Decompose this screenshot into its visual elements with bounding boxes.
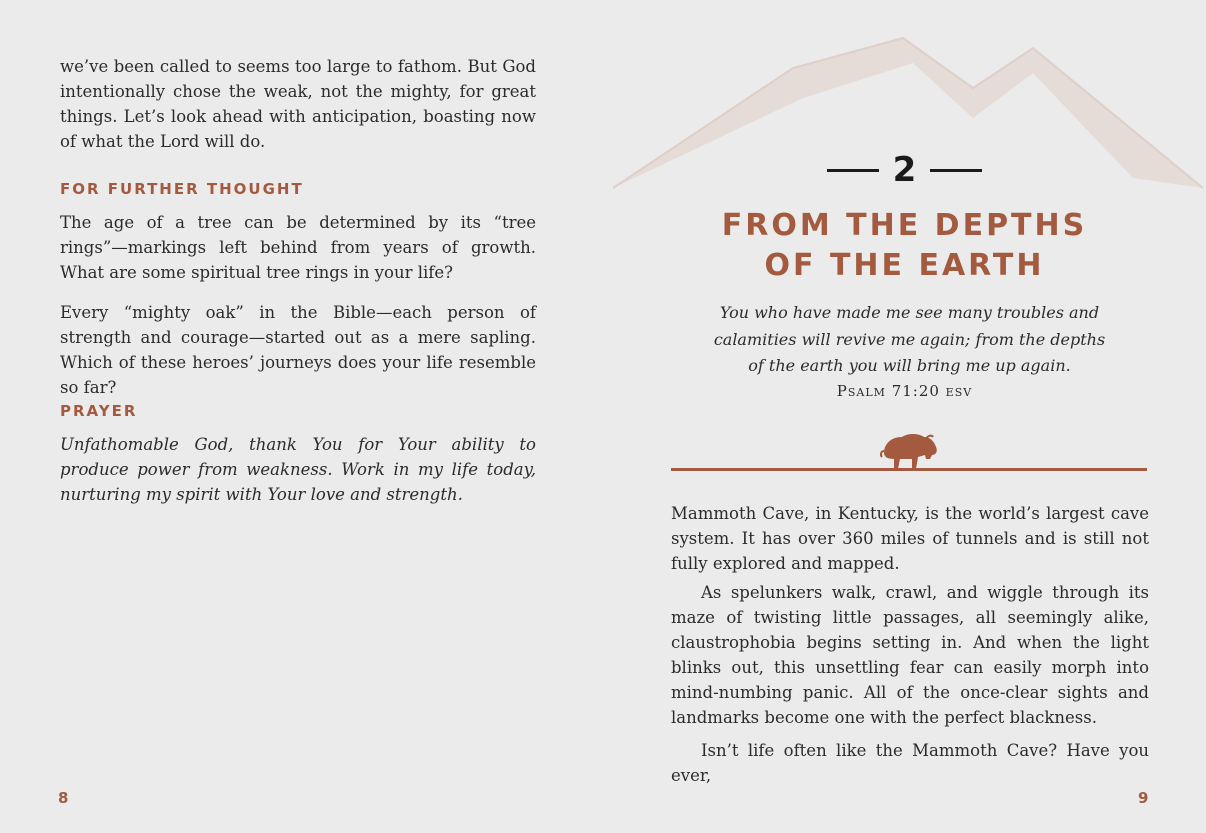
body-paragraph-3: Isn’t life often like the Mammoth Cave? Have you ever,: [671, 741, 1149, 785]
chapter-dash-left: [827, 169, 879, 172]
chapter-title-line-1: FROM THE DEPTHS: [721, 208, 1088, 243]
chapter-title-line-2: OF THE EARTH: [764, 248, 1045, 283]
chapter-title: [603, 206, 1206, 286]
further-thought-heading: FOR FURTHER THOUGHT: [60, 180, 304, 198]
further-thought-paragraph-1: The age of a tree can be determined by its “tree rings”—markings left behind from years of growth. What are some spiritual tree rings in your life?: [60, 213, 536, 282]
verse-reference-text: Psalm 71:20 esv: [836, 382, 973, 400]
page-number-right: 9: [1138, 789, 1149, 807]
chapter-dash-right: [930, 169, 982, 172]
body-paragraph-2: As spelunkers walk, crawl, and wiggle through its maze of twisting little passages, all seemingly alike, claustrophobia begins setting in. And when the light blinks out, this unsettling fear can easily morph into mind-numbing panic. All of the once-clear sights and landmarks become one with the perfect blackness.: [671, 583, 1149, 727]
bison-icon: [878, 431, 940, 473]
chapter-number-block: [603, 150, 1206, 190]
prayer-heading: PRAYER: [60, 402, 138, 420]
further-thought-paragraph-2: Every “mighty oak” in the Bible—each person of strength and courage—started out as a mere sapling. Which of these heroes’ journeys does your life resemble so far?: [60, 303, 536, 397]
section-divider: [671, 468, 1147, 471]
right-page: [603, 0, 1206, 833]
epigraph-verse: [693, 300, 1126, 380]
body-paragraph-1: Mammoth Cave, in Kentucky, is the world’s largest cave system. It has over 360 miles of tunnels and is still not fully explored and mapped.: [671, 504, 1149, 573]
verse-line-2: calamities will revive me again; from the depths: [713, 329, 1106, 349]
verse-reference: [603, 382, 1206, 400]
page-number-left: 8: [58, 789, 69, 807]
chapter-number: 2: [892, 150, 917, 190]
verse-line-3: of the earth you will bring me up again.: [748, 356, 1071, 375]
intro-paragraph: we’ve been called to seems too large to fathom. But God intentionally chose the weak, not the mighty, for great things. Let’s look ahead with anticipation, boasting now of what the Lord will do.: [60, 57, 536, 151]
prayer-text: Unfathomable God, thank You for Your ability to produce power from weakness. Work in my life today, nurturing my spirit with Your love and strength.: [60, 435, 536, 504]
verse-line-1: You who have made me see many troubles and: [719, 303, 1100, 322]
